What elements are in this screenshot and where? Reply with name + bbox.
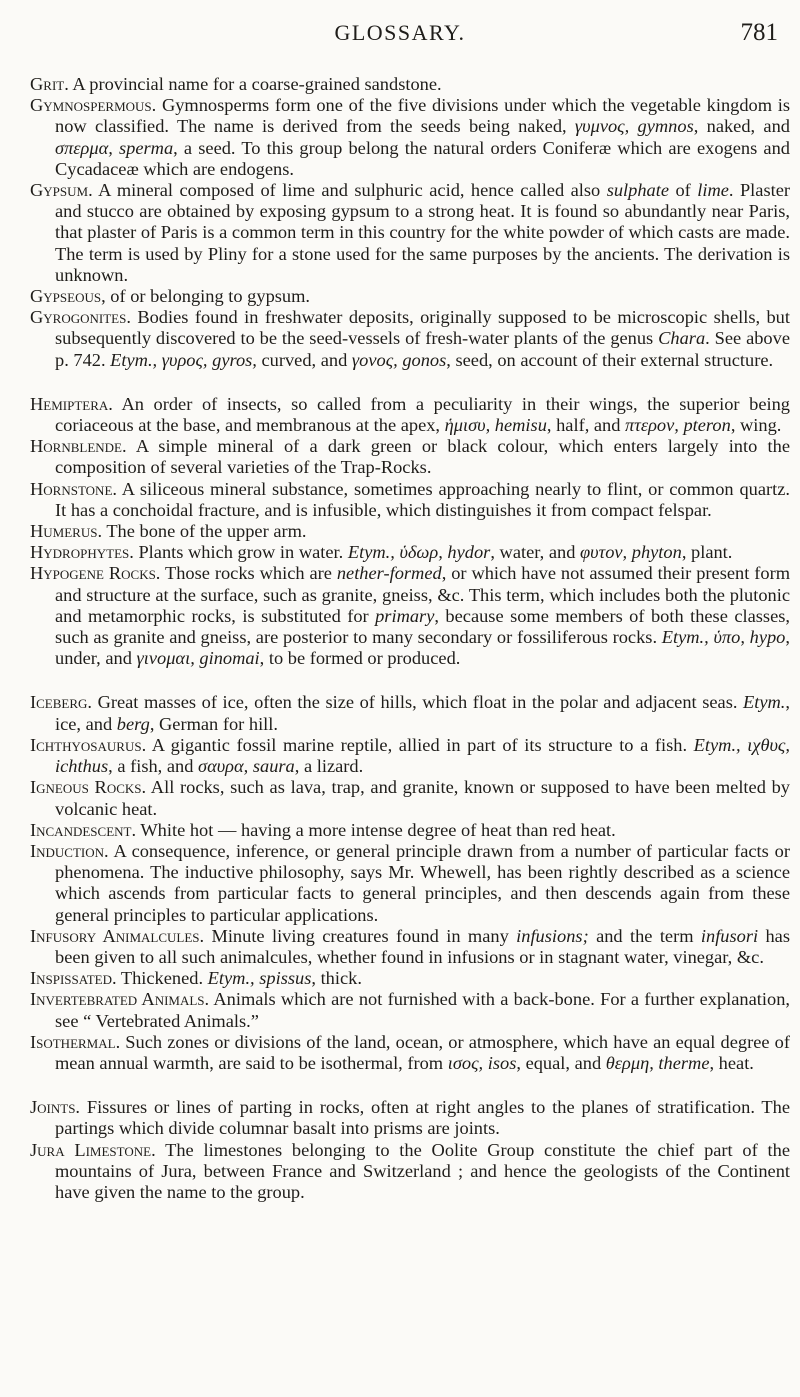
entry-text: A mineral composed of lime and sulphuric acid, hence called also bbox=[92, 180, 607, 201]
entry-text: , ice, and bbox=[55, 692, 790, 734]
entry-italic-text: Etym. bbox=[743, 692, 786, 713]
entry-headword: Incandescent. bbox=[30, 819, 137, 840]
glossary-entry bbox=[30, 479, 790, 521]
entry-text: A consequence, inference, or general principle drawn from a number of particular facts or phenomena. The inductive philosophy, says Mr. Whewell, has been rightly described as a science which ascends from particular facts to general principles, and then descends again from these general principles to particular applications. bbox=[55, 840, 790, 925]
entry-headword: Invertebrated Animals. bbox=[30, 989, 210, 1010]
entry-italic-text: infusions; bbox=[516, 925, 589, 946]
entry-text: Minute living creatures found in many bbox=[204, 925, 517, 946]
entry-text: A provincial name for a coarse-grained sandstone. bbox=[68, 74, 442, 94]
glossary-entry bbox=[30, 74, 790, 95]
glossary-entry bbox=[30, 692, 790, 734]
entry-headword: Infusory Animalcules. bbox=[30, 925, 205, 946]
entry-headword: Joints. bbox=[30, 1097, 81, 1118]
entry-text: , or which have not assumed their present form and structure at the surface, such as granite, gneiss, &c. This term, which includes both the plutonic and metamorphic rocks, is substituted for bbox=[55, 563, 790, 626]
entry-italic-text: ισος, isos bbox=[447, 1052, 517, 1073]
entry-text: Animals which are not furnished with a back-bone. For a further explanation, see “ Vertebrated Animals.” bbox=[55, 989, 790, 1031]
glossary-entry bbox=[30, 180, 790, 286]
entry-text: Those rocks which are bbox=[160, 563, 337, 584]
entry-headword: Humerus. bbox=[30, 521, 103, 542]
entry-text: , water, and bbox=[490, 542, 580, 563]
glossary-entry bbox=[30, 1140, 790, 1204]
entry-text: , half, and bbox=[546, 415, 626, 436]
glossary-entry bbox=[30, 95, 790, 180]
entry-headword: Hornblende. bbox=[30, 436, 127, 457]
entry-italic-text: Etym., ὑπο, hypo bbox=[661, 627, 786, 648]
running-title: GLOSSARY. bbox=[334, 20, 466, 45]
entry-text: Plants which grow in water. bbox=[133, 542, 348, 563]
entry-italic-text: σπερμα, sperma bbox=[55, 137, 174, 158]
entry-text: , seed, on account of their external structure. bbox=[446, 349, 774, 370]
glossary-entry bbox=[30, 542, 790, 563]
entry-headword: Iceberg. bbox=[30, 692, 93, 713]
entry-italic-text: infusori bbox=[700, 925, 759, 946]
entry-text: , to be formed or produced. bbox=[259, 648, 461, 669]
entry-headword: Gypseous, bbox=[30, 286, 106, 307]
entry-text: Such zones or divisions of the land, ocean, or atmosphere, which have an equal degree of mean annual warmth, are said to be isothermal, from bbox=[55, 1031, 790, 1073]
entry-text: , because some members of both these classes, such as granite and gneiss, are posterior to many secondary or fossiliferous rocks. bbox=[55, 605, 790, 648]
entry-italic-text: Etym., spissus bbox=[207, 968, 312, 989]
page-number: 781 bbox=[740, 19, 778, 46]
entry-text: . Plaster and stucco are obtained by exposing gypsum to a strong heat. It is found so abundantly near Paris, that plaster of Paris is a common term in this country for the white powder of which casts are made. The term is used by Pliny for a stone used for the same purposes by the ancients. The derivation is unknown. bbox=[55, 180, 791, 285]
glossary-entry bbox=[30, 1097, 790, 1139]
entry-italic-text: σαυρα, saura bbox=[198, 756, 295, 777]
glossary-entry bbox=[30, 286, 790, 307]
entry-text: A simple mineral of a dark green or black colour, which enters largely into the composition of several varieties of the Trap-Rocks. bbox=[55, 436, 790, 478]
entry-italic-text: πτερον, pteron bbox=[625, 415, 731, 436]
glossary-entry bbox=[30, 521, 790, 542]
glossary-entry bbox=[30, 735, 790, 777]
glossary-entry bbox=[30, 436, 790, 478]
entry-headword: Hypogene Rocks. bbox=[30, 563, 161, 584]
entry-headword: Igneous Rocks. bbox=[30, 777, 147, 798]
entry-text: , a lizard. bbox=[294, 756, 364, 777]
entry-text: curved, and bbox=[256, 349, 352, 370]
entry-headword: Gymnospermous. bbox=[30, 95, 157, 116]
entry-text: of bbox=[669, 180, 698, 201]
entry-text: All rocks, such as lava, trap, and granite, known or supposed to have been melted by volcanic heat. bbox=[55, 777, 790, 819]
glossary-entry bbox=[30, 989, 790, 1031]
entry-headword: Jura Limestone. bbox=[30, 1139, 156, 1160]
entry-text: , naked, and bbox=[693, 116, 790, 137]
entry-text: , plant. bbox=[681, 542, 733, 563]
page-header bbox=[0, 20, 800, 60]
entry-italic-text: Etym., ὑδωρ, hydor bbox=[347, 542, 491, 563]
entry-text: Bodies found in freshwater deposits, originally supposed to be microscopic shells, but subsequently discovered to be the seed-vessels of fresh-water plants of the genus bbox=[55, 307, 790, 349]
entry-headword: Hydrophytes. bbox=[30, 542, 134, 563]
entry-text: , a fish, and bbox=[108, 756, 199, 777]
glossary-entry bbox=[30, 307, 790, 371]
entry-headword: Gypsum. bbox=[30, 180, 93, 201]
entry-italic-text: sulphate bbox=[606, 180, 670, 201]
entry-text: of or belonging to gypsum. bbox=[105, 286, 311, 307]
entry-italic-text: γινομαι, ginomai bbox=[136, 648, 260, 669]
entry-text: Great masses of ice, often the size of hills, which float in the polar and adjacent seas. bbox=[92, 692, 743, 713]
entry-headword: Grit. bbox=[30, 74, 69, 94]
glossary-entry bbox=[30, 1032, 790, 1074]
glossary-entry bbox=[30, 841, 790, 926]
entry-text: , wing. bbox=[730, 415, 782, 436]
entry-text: Fissures or lines of parting in rocks, often at right angles to the planes of stratification. The partings which divide columnar basalt into prisms are joints. bbox=[55, 1097, 790, 1139]
entry-italic-text: γονος, gonos bbox=[351, 349, 447, 370]
entry-text: , heat. bbox=[709, 1052, 754, 1073]
glossary-entry bbox=[30, 926, 790, 968]
entry-text: Gymnosperms form one of the five divisions under which the vegetable kingdom is now classified. The name is derived from the seeds being naked, bbox=[55, 95, 790, 137]
entry-text: , equal, and bbox=[516, 1052, 606, 1073]
entry-headword: Inspissated. bbox=[30, 968, 117, 989]
glossary-entry bbox=[30, 820, 790, 841]
entry-headword: Hemiptera. bbox=[30, 393, 113, 414]
entry-text: , a seed. To this group belong the natural orders Coniferæ which are exogens and Cycadaceæ which are endogens. bbox=[55, 137, 790, 179]
entry-text: Thickened. bbox=[116, 968, 208, 989]
entry-italic-text: Chara bbox=[658, 328, 706, 349]
entry-headword: Gyrogonites. bbox=[30, 307, 131, 328]
entry-text: has been given to all such animalcules, whether found in infusions or in stagnant water, vinegar, &c. bbox=[55, 925, 791, 967]
entry-text: A gigantic fossil marine reptile, allied in part of its structure to a fish. bbox=[146, 734, 694, 755]
entry-italic-text: Etym., γυρος, gyros, bbox=[110, 349, 257, 370]
entry-text: The limestones belonging to the Oolite Group constitute the chief part of the mountains of Jura, between France and Switzerland ; and hence the geologists of the Continent have given the name to the group. bbox=[55, 1139, 790, 1202]
glossary-entry bbox=[30, 394, 790, 436]
entry-text: , thick. bbox=[311, 968, 362, 989]
entry-italic-text: ἡμισυ, hemisu bbox=[444, 415, 547, 436]
entry-italic-text: nether-formed bbox=[336, 563, 442, 584]
entry-headword: Ichthyosaurus. bbox=[30, 734, 147, 755]
entry-italic-text: φυτον, phyton bbox=[580, 542, 682, 563]
glossary-content bbox=[30, 74, 790, 1203]
section-gap bbox=[30, 669, 790, 692]
entry-headword: Hornstone. bbox=[30, 478, 117, 499]
entry-text: An order of insects, so called from a peculiarity in their wings, the superior being coriaceous at the base, and membranous at the apex, bbox=[55, 393, 790, 436]
entry-italic-text: berg bbox=[116, 713, 150, 734]
glossary-entry bbox=[30, 563, 790, 669]
entry-text: White hot — having a more intense degree of heat than red heat. bbox=[136, 819, 616, 840]
entry-italic-text: primary bbox=[375, 605, 435, 626]
entry-italic-text: Etym., ιχθυς, ichthus bbox=[55, 734, 790, 777]
entry-italic-text: γυμνος, gymnos bbox=[574, 116, 694, 137]
entry-text: , under, and bbox=[55, 627, 790, 669]
entry-text: , German for hill. bbox=[149, 713, 278, 734]
entry-text: and the term bbox=[588, 925, 701, 946]
entry-text: . See above p. 742. bbox=[55, 328, 790, 370]
entry-italic-text: θερμη, therme bbox=[605, 1052, 710, 1073]
glossary-entry bbox=[30, 777, 790, 819]
entry-italic-text: lime bbox=[697, 180, 729, 201]
section-gap bbox=[30, 371, 790, 394]
glossary-entry bbox=[30, 968, 790, 989]
entry-text: A siliceous mineral substance, sometimes approaching nearly to flint, or common quartz. It has a conchoidal fracture, and is infusible, which distinguishes it from compact felspar. bbox=[55, 478, 790, 520]
section-gap bbox=[30, 1074, 790, 1097]
entry-text: The bone of the upper arm. bbox=[102, 521, 307, 542]
entry-headword: Isothermal. bbox=[30, 1031, 121, 1052]
entry-headword: Induction. bbox=[30, 840, 109, 861]
